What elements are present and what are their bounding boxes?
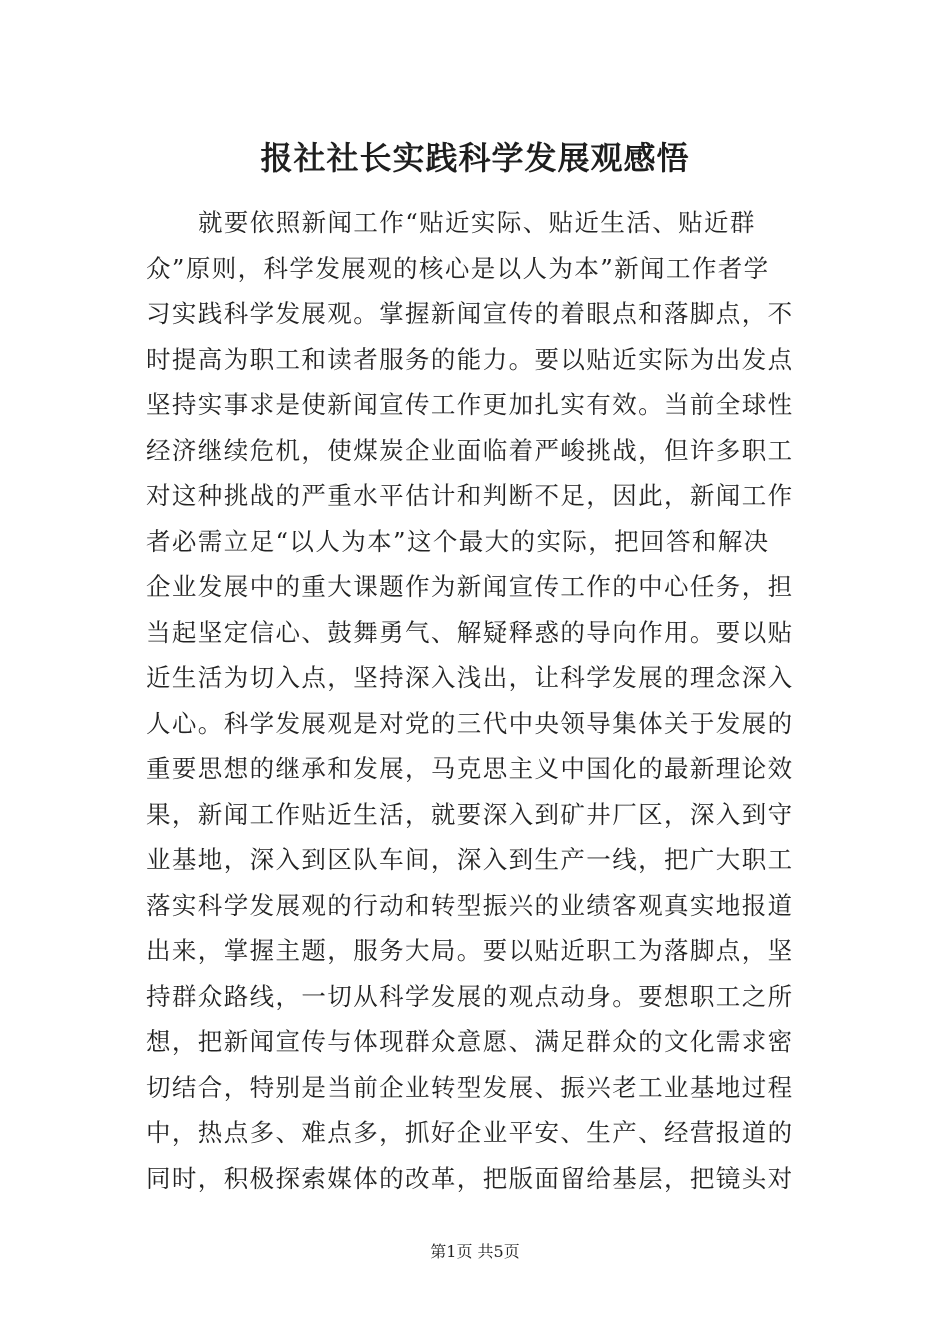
body-line: 企业发展中的重大课题作为新闻宣传工作的中心任务，担	[146, 572, 794, 601]
body-line: 者必需立足“以人为本”这个最大的实际，把回答和解决	[146, 526, 770, 556]
body-line: 习实践科学发展观。掌握新闻宣传的着眼点和落脚点，不	[146, 299, 794, 328]
body-line: 经济继续危机，使煤炭企业面临着严峻挑战，但许多职工	[146, 435, 794, 465]
body-line: 近生活为切入点，坚持深入浅出，让科学发展的理念深入	[146, 663, 794, 692]
body-line: 对这种挑战的严重水平估计和判断不足，因此，新闻工作	[146, 481, 794, 510]
body-line: 时提高为职工和读者服务的能力。要以贴近实际为出发点	[146, 344, 794, 374]
body-line: 当起坚定信心、鼓舞勇气、解疑释惑的导向作用。要以贴	[146, 617, 794, 647]
body-line: 果，新闻工作贴近生活，就要深入到矿井厂区，深入到守	[146, 799, 794, 829]
body-line: 出来，掌握主题，服务大局。要以贴近职工为落脚点，坚	[146, 936, 794, 965]
body-line: 就要依照新闻工作“贴近实际、贴近生活、贴近群	[198, 208, 756, 237]
body-line: 落实科学发展观的行动和转型振兴的业绩客观真实地报道	[146, 890, 794, 920]
body-line: 中，热点多、难点多，抓好企业平安、生产、经营报道的	[146, 1118, 794, 1147]
body-line: 众”原则，科学发展观的核心是以人为本”新闻工作者学	[146, 253, 770, 283]
body-line: 切结合，特别是当前企业转型发展、振兴老工业基地过程	[146, 1072, 794, 1102]
body-line: 持群众路线，一切从科学发展的观点动身。要想职工之所	[146, 981, 794, 1011]
body-line: 人心。科学发展观是对党的三代中央领导集体关于发展的	[146, 708, 794, 738]
document-title: 报社社长实践科学发展观感悟	[260, 139, 690, 177]
document-body	[146, 200, 806, 1201]
page-number-footer: 第1页 共5页	[430, 1242, 520, 1261]
body-line: 想，把新闻宣传与体现群众意愿、满足群众的文化需求密	[146, 1027, 794, 1056]
body-line: 重要思想的继承和发展，马克思主义中国化的最新理论效	[146, 754, 794, 783]
body-line: 同时，积极探索媒体的改革，把版面留给基层，把镜头对	[146, 1163, 794, 1193]
body-line: 业基地，深入到区队车间，深入到生产一线，把广大职工	[146, 845, 794, 874]
body-line: 坚持实事求是使新闻宣传工作更加扎实有效。当前全球性	[146, 390, 794, 419]
